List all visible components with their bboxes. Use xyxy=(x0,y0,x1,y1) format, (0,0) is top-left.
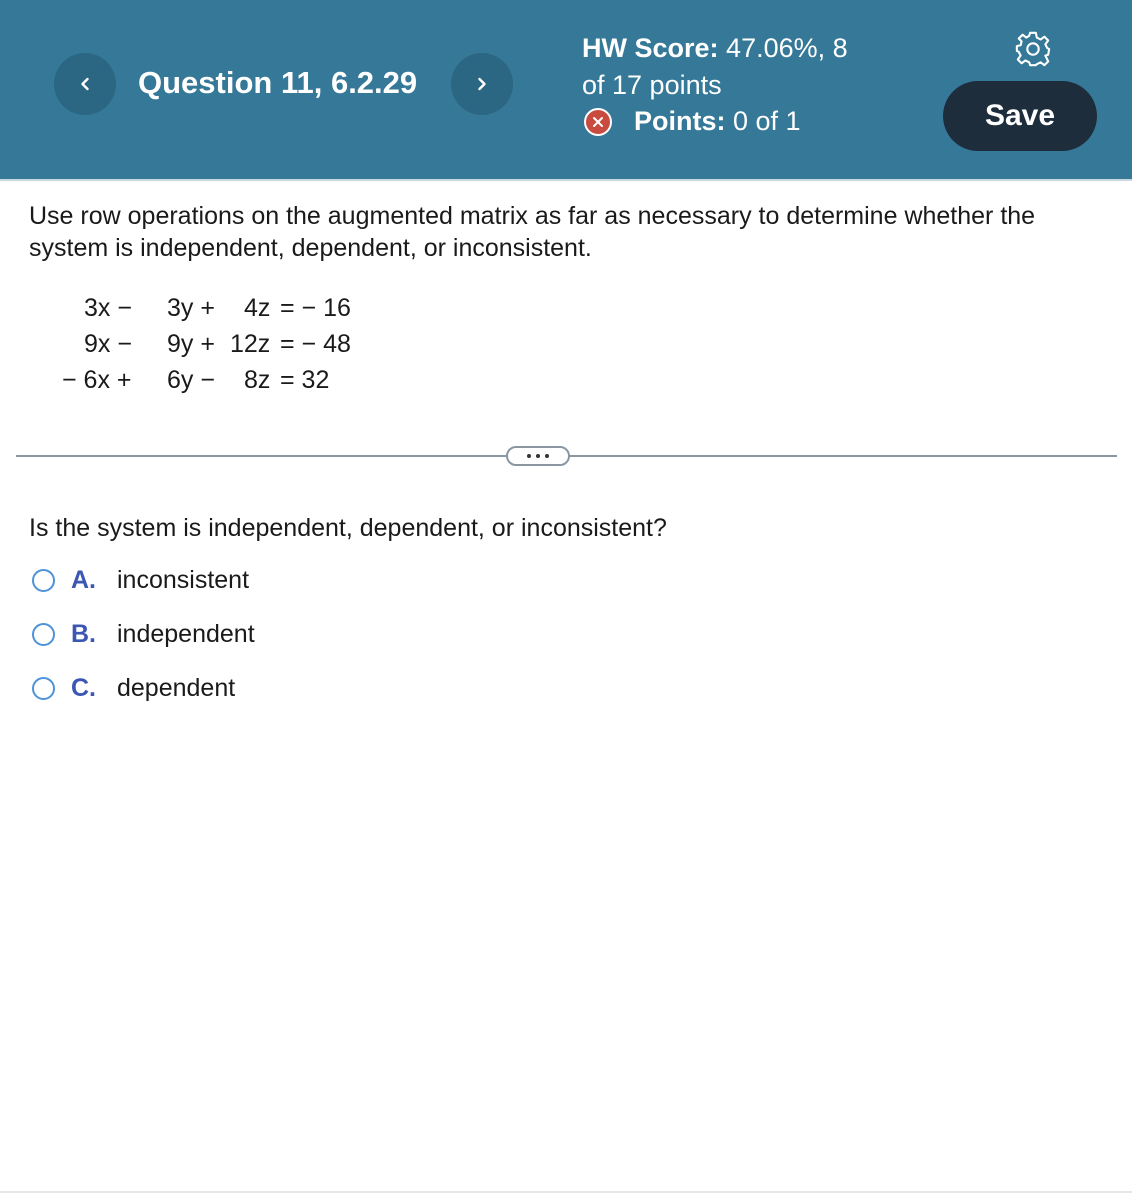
chevron-right-icon xyxy=(475,77,489,91)
option-c-letter: C. xyxy=(71,673,96,702)
option-b[interactable] xyxy=(32,617,255,651)
eq1-x-term: 3x − xyxy=(84,294,132,322)
radio-option-c[interactable] xyxy=(32,677,55,700)
eq3-y-term: 6y − xyxy=(167,366,215,394)
option-c[interactable] xyxy=(32,671,235,705)
eq2-rhs: = − 48 xyxy=(280,330,351,358)
radio-option-a[interactable] xyxy=(32,569,55,592)
radio-option-b[interactable] xyxy=(32,623,55,646)
eq1-y-term: 3y + xyxy=(167,294,215,322)
eq2-x-term: 9x − xyxy=(84,330,132,358)
hw-score-line2: of 17 points xyxy=(582,70,722,100)
next-question-button[interactable] xyxy=(451,53,513,115)
ellipsis-icon xyxy=(527,454,531,458)
hw-score-line xyxy=(582,30,882,67)
eq3-z-term: 8z xyxy=(244,366,271,394)
problem-prompt: Use row operations on the augmented matrix as far as necessary to determine whether the system is independent, dependent, or inconsistent. xyxy=(29,202,1036,262)
points-line xyxy=(582,103,882,140)
chevron-left-icon xyxy=(78,77,92,91)
answer-question: Is the system is independent, dependent, or inconsistent? xyxy=(29,514,667,542)
incorrect-x-icon xyxy=(584,108,612,136)
save-button[interactable]: Save xyxy=(943,81,1097,151)
eq3-rhs: = 32 xyxy=(280,366,330,394)
option-a-text: inconsistent xyxy=(117,565,250,594)
option-b-letter: B. xyxy=(71,619,96,648)
eq1-rhs: = − 16 xyxy=(280,294,351,322)
question-title: Question 11, 6.2.29 xyxy=(138,65,418,100)
question-header xyxy=(0,0,1132,181)
points-value: 0 of 1 xyxy=(733,106,801,136)
eq3-x-term: − 6x + xyxy=(62,366,132,394)
eq2-z-term: 12z xyxy=(230,330,271,358)
option-a-letter: A. xyxy=(71,565,96,594)
previous-question-button[interactable] xyxy=(54,53,116,115)
points-label: Points: xyxy=(634,106,726,136)
eq2-y-term: 9y + xyxy=(167,330,215,358)
eq1-z-term: 4z xyxy=(244,294,271,322)
option-b-text: independent xyxy=(117,619,255,648)
option-a[interactable] xyxy=(32,563,249,597)
gear-icon[interactable] xyxy=(1014,30,1052,68)
bottom-border xyxy=(0,1191,1132,1193)
option-c-text: dependent xyxy=(117,673,236,702)
hw-score-value: 47.06%, 8 xyxy=(726,33,848,63)
expand-more-button[interactable] xyxy=(506,446,570,466)
score-block xyxy=(582,30,882,140)
hw-score-label: HW Score: xyxy=(582,33,719,63)
